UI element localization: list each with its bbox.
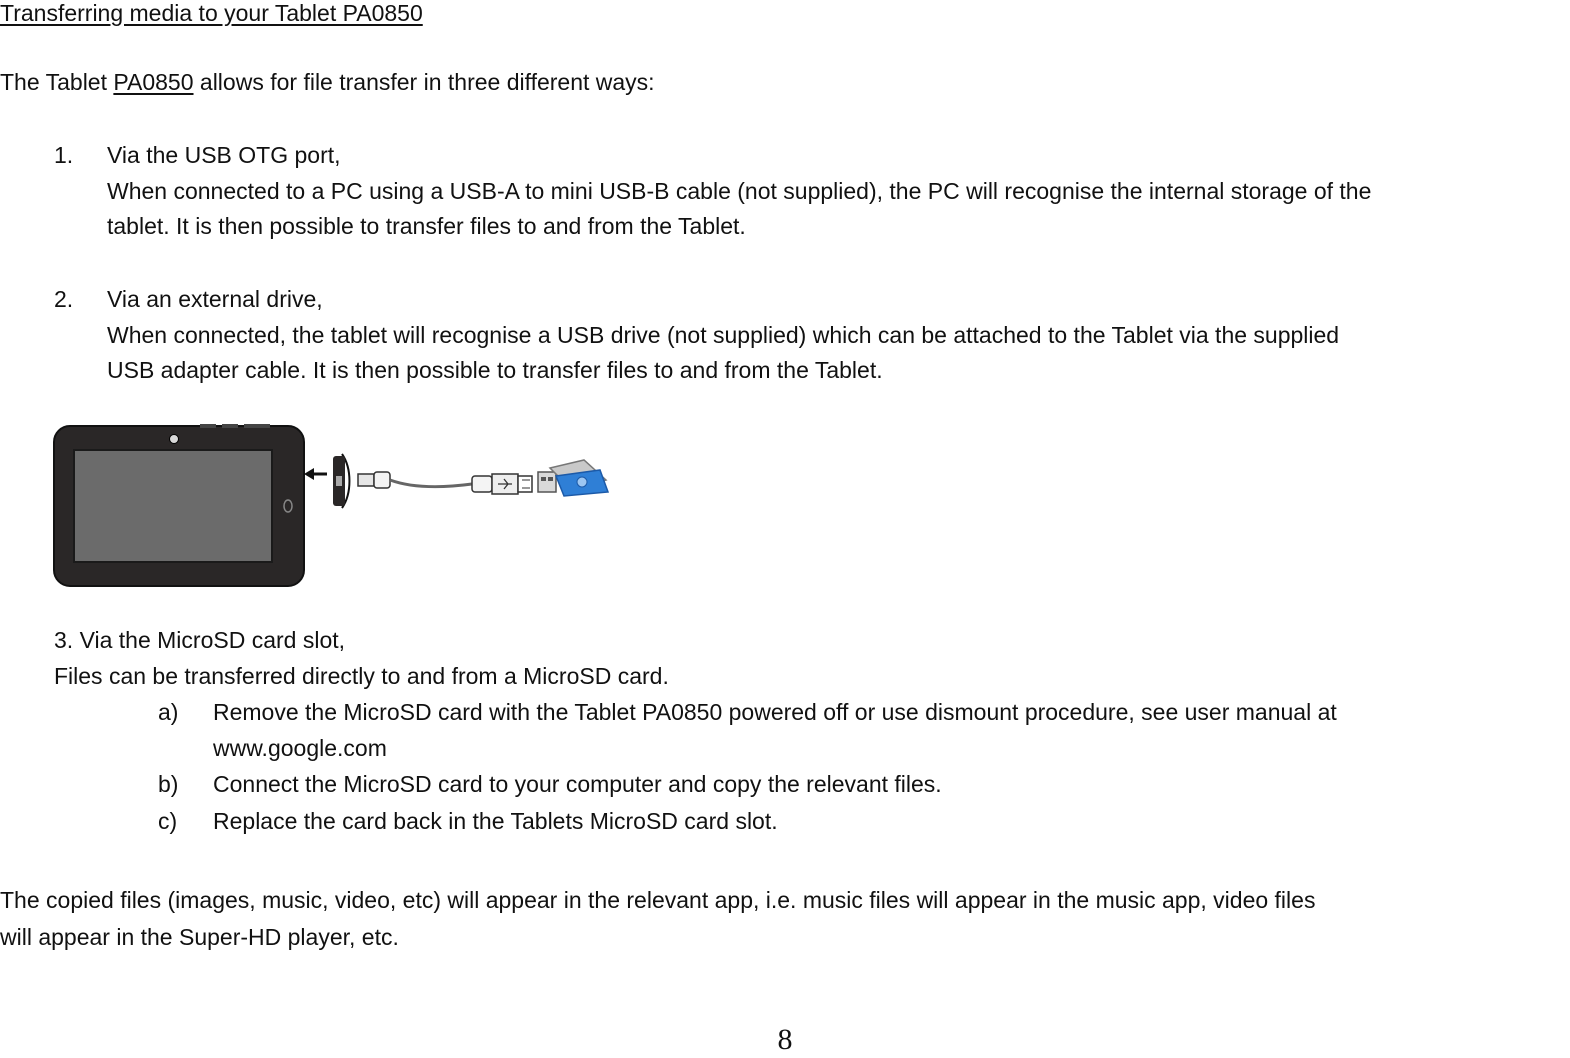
list-item-text: tablet. It is then possible to transfer files to and from the Tablet. <box>107 213 746 239</box>
tablet-button <box>244 424 270 428</box>
intro-text-after: allows for file transfer in three different ways: <box>193 69 655 95</box>
step-text: Connect the MicroSD card to your computer and copy the relevant files. <box>213 771 942 797</box>
page-number: 8 <box>777 1023 793 1056</box>
intro-paragraph <box>0 67 655 97</box>
intro-text-before: The Tablet <box>0 69 114 95</box>
list-item-number: 1. <box>54 142 74 168</box>
step-text: www.google.com <box>213 735 387 761</box>
page-heading: Transferring media to your Tablet PA0850 <box>0 0 423 26</box>
closing-paragraph: The copied files (images, music, video, etc) will appear in the relevant app, i.e. music files will appear in the music app, video files <box>0 887 1316 913</box>
arrow-head-icon <box>304 468 314 480</box>
step-text: Replace the card back in the Tablets MicroSD card slot. <box>213 808 778 834</box>
list-item-title: 3. Via the MicroSD card slot, <box>54 627 346 653</box>
list-item-number: 2. <box>54 286 74 312</box>
step-text: Remove the MicroSD card with the Tablet PA0850 powered off or use dismount procedure, see user manual at <box>213 699 1337 725</box>
tablet-usb-illustration <box>52 422 612 592</box>
tablet-button <box>200 424 216 428</box>
usb-drive-connector <box>538 472 556 492</box>
usb-a-plug <box>472 476 492 492</box>
step-label: b) <box>158 771 179 797</box>
camera-icon <box>170 435 179 444</box>
list-item-text: Files can be transferred directly to and from a MicroSD card. <box>54 663 669 689</box>
model-number: PA0850 <box>113 69 194 95</box>
list-item-title: Via the USB OTG port, <box>107 142 341 168</box>
list-item-title: Via an external drive, <box>107 286 323 312</box>
mini-usb-plug <box>358 474 374 486</box>
closing-paragraph: will appear in the Super-HD player, etc. <box>0 924 399 950</box>
list-item-text: When connected to a PC using a USB-A to mini USB-B cable (not supplied), the PC will recognise the internal storage of the <box>107 178 1372 204</box>
list-item-text: When connected, the tablet will recognise a USB drive (not supplied) which can be attached to the Tablet via the supplied <box>107 322 1340 348</box>
tablet-button <box>222 424 238 428</box>
step-label: a) <box>158 699 179 725</box>
usb-cable <box>390 480 472 487</box>
tablet-screen <box>74 450 272 562</box>
step-label: c) <box>158 808 178 834</box>
list-item-text: USB adapter cable. It is then possible to transfer files to and from the Tablet. <box>107 357 883 383</box>
